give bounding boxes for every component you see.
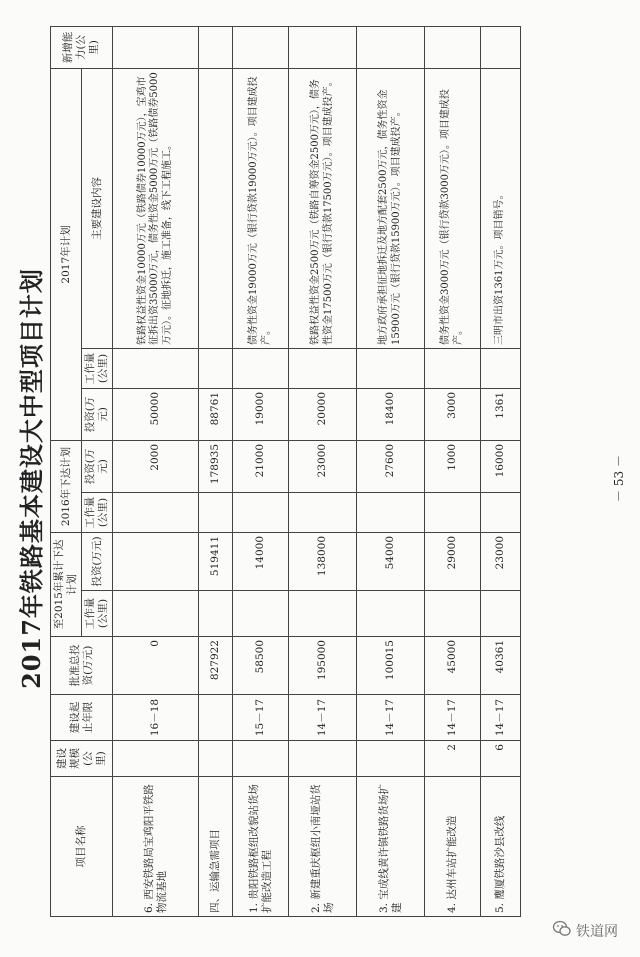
cum-inv-cell: 14000 [233, 532, 289, 590]
inv-2017-cell: 20000 [289, 388, 357, 440]
work-2016-cell [113, 492, 199, 532]
project-name-cell: 3. 宝成线黄许镇铁路货场扩建 [357, 777, 425, 917]
years-cell: 14－17 [481, 695, 521, 741]
cum-inv-cell: 23000 [481, 532, 521, 590]
table-row [199, 26, 233, 916]
header-approved-total: 批准总投资(万元) [51, 637, 113, 695]
cum-inv-cell: 138000 [289, 532, 357, 590]
scale-cell [357, 741, 425, 777]
inv-2017-cell: 18400 [357, 388, 425, 440]
capacity-cell [199, 26, 233, 68]
header-scale: 建设规模(公里) [51, 741, 113, 777]
cum-work-cell [233, 591, 289, 637]
inv-2016-cell: 2000 [113, 440, 199, 492]
work-2016-cell [199, 492, 233, 532]
content-cell: 债务性资金3000万元（银行贷款3000万元）。项目建成投产。 [425, 68, 481, 348]
inv-2017-cell: 3000 [425, 388, 481, 440]
content-cell [199, 68, 233, 348]
header-cum2015: 至2015年累计下达计划 [51, 532, 82, 636]
capacity-cell [113, 26, 199, 68]
years-cell: 16－18 [113, 695, 199, 741]
inv-2016-cell: 21000 [233, 440, 289, 492]
approved-cell: 827922 [199, 637, 233, 695]
capacity-cell [481, 26, 521, 68]
cum-work-cell [357, 591, 425, 637]
capacity-cell [425, 26, 481, 68]
work-2017-cell [425, 348, 481, 388]
project-name-cell: 2. 新建重庆枢纽小南垭站货场 [289, 777, 357, 917]
header-2017-inv: 投资(万元) [82, 388, 113, 440]
content-cell: 铁路权益性资金2500万元（铁路自筹资金2500万元），债务性资金17500万元（银行贷款17500万元）。项目建成投产。 [289, 68, 357, 348]
capacity-cell [357, 26, 425, 68]
approved-cell: 100015 [357, 637, 425, 695]
table-row [113, 26, 199, 916]
years-cell [199, 695, 233, 741]
years-cell: 14－17 [425, 695, 481, 741]
approved-cell: 195000 [289, 637, 357, 695]
project-name-cell: 四、运输急需项目 [199, 777, 233, 917]
project-plan-table [50, 26, 521, 917]
capacity-cell [289, 26, 357, 68]
inv-2017-cell: 1361 [481, 388, 521, 440]
table-row [425, 26, 481, 916]
scale-cell [289, 741, 357, 777]
scale-cell [113, 741, 199, 777]
header-2017-work: 工作量(公里) [82, 348, 113, 388]
watermark [552, 919, 618, 943]
work-2016-cell [357, 492, 425, 532]
capacity-cell [233, 26, 289, 68]
wechat-icon [552, 919, 572, 943]
inv-2016-cell: 27600 [357, 440, 425, 492]
approved-cell: 58500 [233, 637, 289, 695]
inv-2017-cell: 19000 [233, 388, 289, 440]
approved-cell: 0 [113, 637, 199, 695]
cum-work-cell [289, 591, 357, 637]
years-cell: 14－17 [289, 695, 357, 741]
approved-cell: 45000 [425, 637, 481, 695]
cum-work-cell [425, 591, 481, 637]
work-2017-cell [199, 348, 233, 388]
header-cum2015-inv: 投资(万元) [82, 532, 113, 590]
table-row [289, 26, 357, 916]
work-2017-cell [233, 348, 289, 388]
cum-inv-cell: 29000 [425, 532, 481, 590]
header-project-name: 项目名称 [51, 777, 113, 917]
cum-work-cell [481, 591, 521, 637]
cum-inv-cell: 519411 [199, 532, 233, 590]
work-2017-cell [289, 348, 357, 388]
project-name-cell: 6. 西安铁路局宝鸡阳平铁路物流基地 [113, 777, 199, 917]
work-2016-cell [425, 492, 481, 532]
header-cum2015-work: 工作量(公里) [82, 591, 113, 637]
header-years: 建设起止年限 [51, 695, 113, 741]
work-2017-cell [113, 348, 199, 388]
work-2016-cell [233, 492, 289, 532]
inv-2016-cell: 1000 [425, 440, 481, 492]
work-2017-cell [357, 348, 425, 388]
work-2016-cell [289, 492, 357, 532]
header-row-1 [51, 26, 82, 916]
years-cell: 15－17 [233, 695, 289, 741]
content-cell: 三明市出资1361万元。项目销号。 [481, 68, 521, 348]
cum-inv-cell: 54000 [357, 532, 425, 590]
inv-2016-cell: 16000 [481, 440, 521, 492]
content-cell: 铁路权益性资金10000万元（铁路债券10000万元），宝鸡市征拆出资35000万元，债务性资金5000万元（铁路债券5000万元）。征地拆迁，施工准备，线下工程施工。 [113, 68, 199, 348]
watermark-label: 铁道网 [576, 924, 618, 940]
project-name-cell: 4. 达州车站扩能改造 [425, 777, 481, 917]
project-name-cell: 1. 贵阳铁路枢纽改貌站货场扩能改造工程 [233, 777, 289, 917]
cum-work-cell [113, 591, 199, 637]
header-2016-work: 工作量(公里) [82, 492, 113, 532]
header-2016-inv: 投资(万元) [82, 440, 113, 492]
header-new-capacity: 新增能力(公里) [51, 26, 113, 68]
inv-2016-cell: 178935 [199, 440, 233, 492]
scale-cell [199, 741, 233, 777]
scale-cell: 6 [481, 741, 521, 777]
work-2016-cell [481, 492, 521, 532]
table-row [481, 26, 521, 916]
inv-2016-cell: 23000 [289, 440, 357, 492]
table-row [233, 26, 289, 916]
page-number: － 53 － [612, 455, 626, 502]
years-cell: 14－17 [357, 695, 425, 741]
cum-work-cell [199, 591, 233, 637]
content-cell: 地方政府承担征地拆迁及地方配套2500万元，债务性资金15900万元（银行贷款15900万元）。项目建成投产。 [357, 68, 425, 348]
content-cell: 债务性资金19000万元（银行贷款19000万元）。项目建成投产。 [233, 68, 289, 348]
cum-inv-cell [113, 532, 199, 590]
work-2017-cell [481, 348, 521, 388]
header-2017-content: 主要建设内容 [82, 68, 113, 348]
table-row [357, 26, 425, 916]
header-2016: 2016年下达计划 [51, 440, 82, 532]
inv-2017-cell: 50000 [113, 388, 199, 440]
approved-cell: 40361 [481, 637, 521, 695]
project-name-cell: 5. 鹰厦铁路沙县改线 [481, 777, 521, 917]
scale-cell [233, 741, 289, 777]
scale-cell: 2 [425, 741, 481, 777]
page-title: 2017年铁路基本建设大中型项目计划 [17, 268, 46, 689]
header-2017: 2017年计划 [51, 68, 82, 440]
inv-2017-cell: 88761 [199, 388, 233, 440]
